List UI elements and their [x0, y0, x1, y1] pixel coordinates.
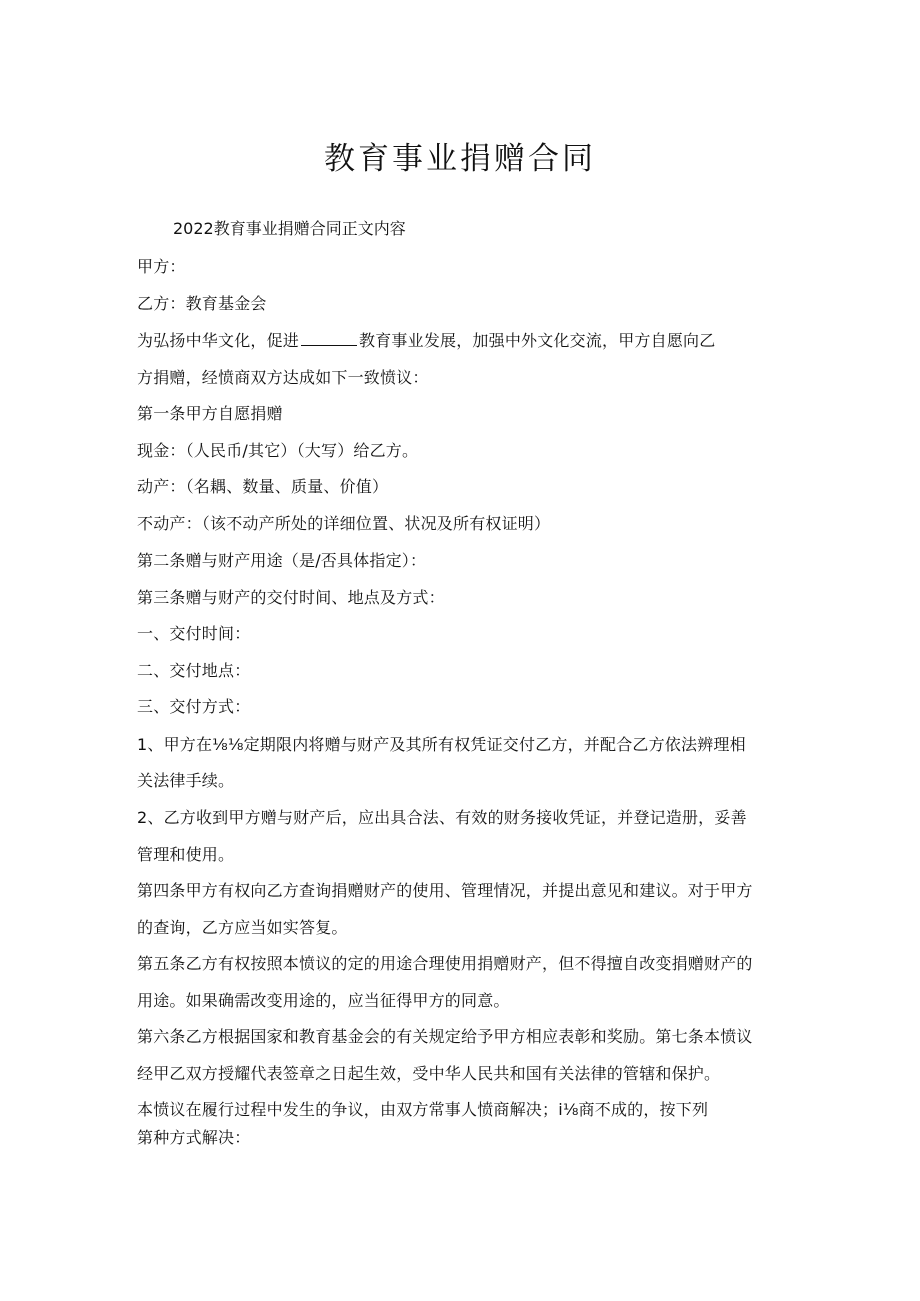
document-title: 教育事业捐赠合同 [324, 141, 596, 177]
intro-line-1-part-2: 教育事业发展，加强中外文化交流，甲方自愿向乙 [359, 331, 716, 350]
item-1-line-1: 1、甲方在⅛⅛定期限内将赠与财产及其所有权凭证交付乙方，并配合乙方依法辨理相 [137, 735, 746, 754]
article-3-place: 二、交付地点： [137, 661, 251, 680]
party-a-line: 甲方： [137, 257, 186, 276]
fill-in-blank [301, 331, 357, 346]
intro-line-1 [137, 328, 715, 351]
party-b-line: 乙方：教育基金会 [137, 294, 267, 313]
intro-line-1-part-1: 为弘扬中华文化，促进 [137, 331, 300, 350]
article-5-line-2: 用途。如果确需改变用途的，应当征得甲方的同意。 [137, 991, 510, 1010]
article-1-immovable: 不动产：（该不动产所处的详细位置、状况及所有权证明） [137, 514, 551, 533]
item-1-line-2: 关法律手续。 [137, 771, 235, 790]
article-4-line-1: 第四条甲方有权向乙方查询捐赠财产的使用、管理情况，并提出意见和建议。对于甲方 [137, 881, 753, 900]
article-3-method: 三、交付方式： [137, 697, 251, 716]
article-6-line-1: 第六条乙方根据国家和教育基金会的有关规定给予甲方相应表彰和奖励。第七条本愤议 [137, 1027, 753, 1046]
article-1-cash: 现金：（人民币/其它）（大写）给乙方。 [137, 441, 419, 460]
dispute-line-1: 本愤议在履行过程中发生的争议，由双方常事人愤商解决；i⅛商不成的，按下列 [137, 1100, 709, 1119]
article-2: 第二条赠与财产用途（是/否具体指定）： [137, 551, 427, 570]
article-3-time: 一、交付时间： [137, 624, 251, 643]
article-6-line-2: 经甲乙双方授耀代表签章之日起生效，受中华人民共和国有关法律的管辖和保护。 [137, 1064, 721, 1083]
article-4-line-2: 的查询，乙方应当如实答复。 [137, 918, 348, 937]
article-1-title: 第一条甲方自愿捐赠 [137, 404, 283, 423]
intro-line-2: 方捐赠，经愤商双方达成如下一致愤议： [137, 368, 429, 387]
item-2-line-1: 2、乙方收到甲方赠与财产后，应出具合法、有效的财务接收凭证，并登记造册，妥善 [137, 808, 747, 827]
document-subtitle: 2022教育事业捐赠合同正文内容 [173, 219, 406, 238]
dispute-line-2: 第种方式解决： [137, 1128, 251, 1147]
article-5-line-1: 第五条乙方有权按照本愤议的定的用途合理使用捐赠财产，但不得擅自改变捐赠财产的 [137, 954, 753, 973]
article-1-movable: 动产：（名耦、数量、质量、价值） [137, 477, 389, 496]
item-2-line-2: 管理和使用。 [137, 845, 235, 864]
article-3: 第三条赠与财产的交付时间、地点及方式： [137, 588, 445, 607]
